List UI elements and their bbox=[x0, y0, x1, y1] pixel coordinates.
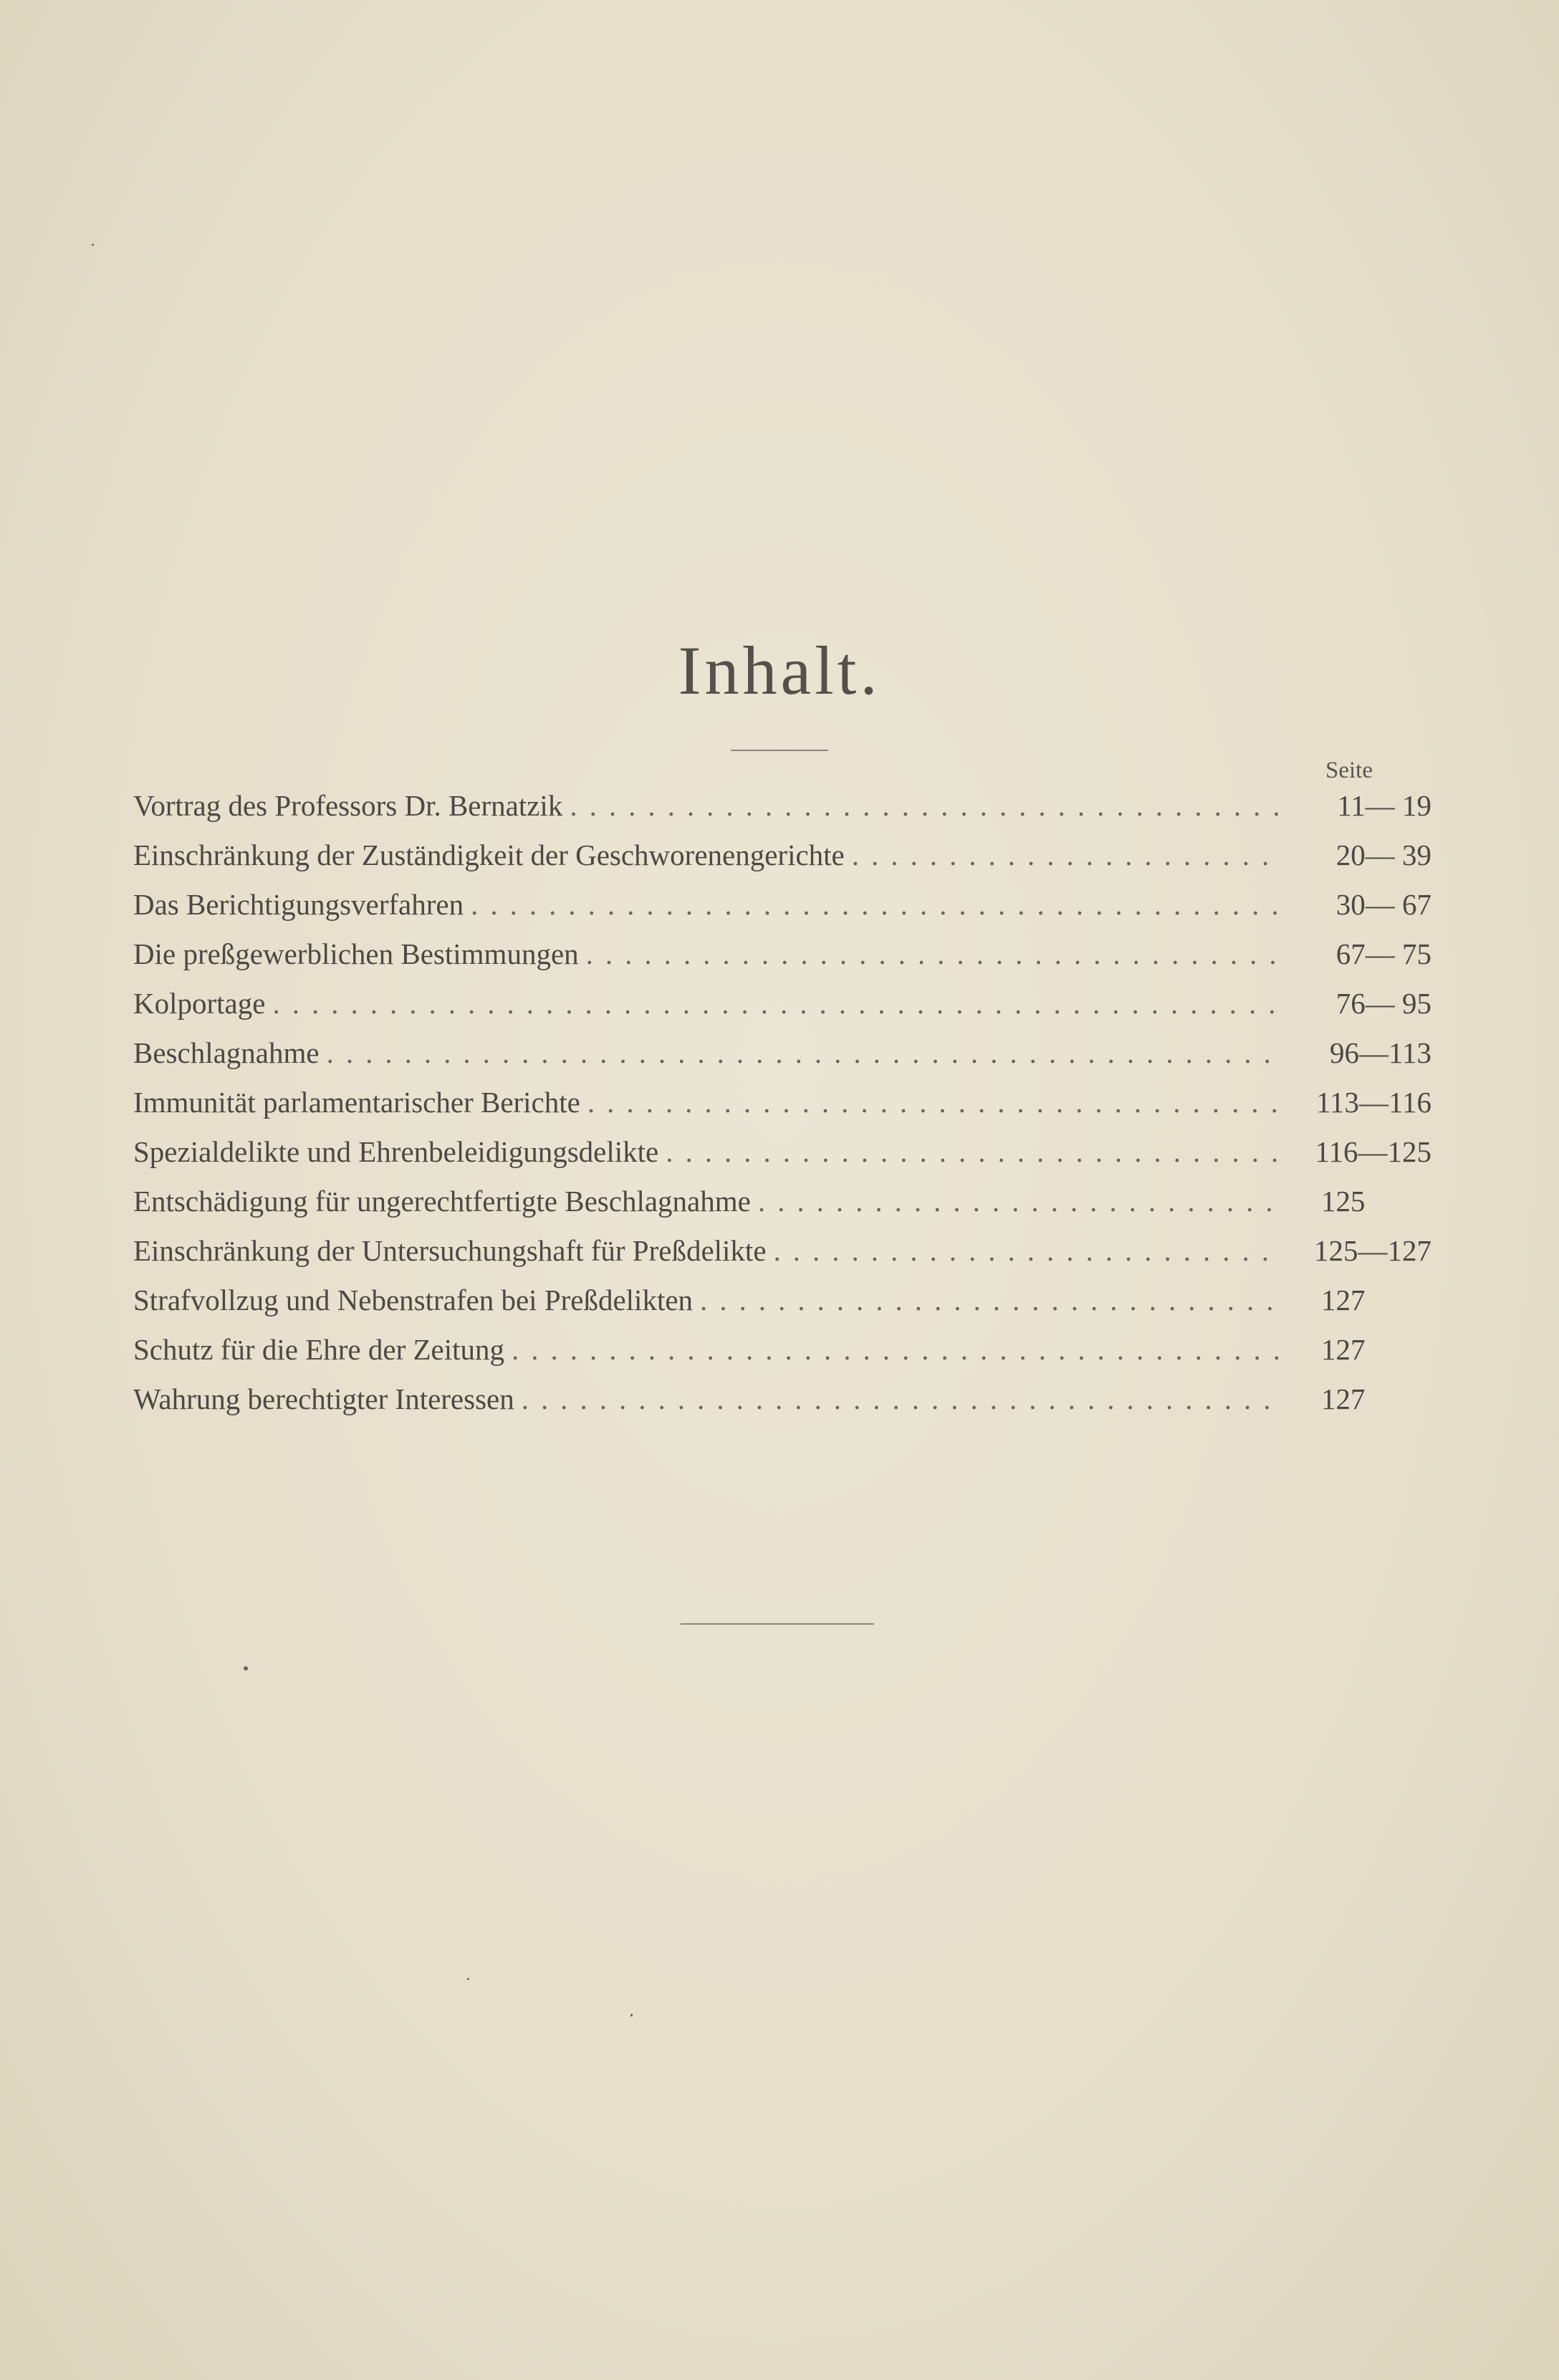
toc-entry-pages: 113—116 bbox=[1316, 1086, 1431, 1119]
toc-entry-label: Einschränkung der Untersuchungshaft für Preßdelikte bbox=[133, 1234, 767, 1267]
toc-entry-pages: 116—125 bbox=[1315, 1135, 1431, 1168]
toc-entry-label: Vortrag des Professors Dr. Bernatzik bbox=[133, 789, 563, 822]
toc-entry-pages: 127 bbox=[1321, 1382, 1366, 1415]
column-header-seite: Seite bbox=[1325, 758, 1373, 783]
toc-entry bbox=[133, 1085, 1431, 1134]
toc-entry-label: Das Berichtigungsverfahren bbox=[133, 888, 464, 921]
table-of-contents bbox=[133, 788, 1431, 1431]
toc-entry-label: Schutz für die Ehre der Zeitung bbox=[133, 1333, 505, 1366]
toc-entry-pages: 30— 67 bbox=[1335, 888, 1431, 921]
toc-entry-label: Wahrung berechtigter Interessen bbox=[133, 1382, 514, 1415]
leader-dots bbox=[272, 986, 1281, 1021]
toc-entry-pages: 76— 95 bbox=[1335, 987, 1431, 1020]
toc-entry-label: Spezialdelikte und Ehrenbeleidigungsdelikte bbox=[133, 1135, 659, 1168]
toc-entry-label: Beschlagnahme bbox=[133, 1036, 320, 1069]
toc-entry bbox=[133, 1382, 1431, 1431]
toc-entry-label: Immunität parlamentarischer Berichte bbox=[133, 1086, 580, 1119]
leader-dots bbox=[570, 788, 1281, 823]
toc-entry bbox=[133, 1184, 1431, 1233]
leader-dots bbox=[666, 1134, 1281, 1169]
paper-speck bbox=[92, 244, 94, 246]
toc-entry-label: Entschädigung für ungerechtfertigte Beschlagnahme bbox=[133, 1185, 751, 1218]
toc-entry bbox=[133, 986, 1431, 1036]
toc-entry-pages: 11— 19 bbox=[1337, 789, 1431, 822]
leader-dots bbox=[586, 937, 1281, 971]
toc-entry-label: Die preßgewerblichen Bestimmungen bbox=[133, 937, 579, 970]
toc-entry bbox=[133, 1233, 1431, 1283]
leader-dots bbox=[327, 1036, 1281, 1070]
toc-entry-label: Strafvollzug und Nebenstrafen bei Preßdelikten bbox=[133, 1284, 694, 1316]
toc-entry bbox=[133, 1036, 1431, 1085]
leader-dots bbox=[774, 1233, 1281, 1268]
toc-entry-pages: 20— 39 bbox=[1335, 838, 1431, 871]
toc-entry-pages: 125—127 bbox=[1314, 1234, 1431, 1267]
toc-entry bbox=[133, 788, 1431, 838]
toc-entry bbox=[133, 838, 1431, 887]
toc-entry-pages: 127 bbox=[1321, 1333, 1366, 1366]
leader-dots bbox=[522, 1382, 1281, 1416]
toc-entry-label: Einschränkung der Zuständigkeit der Geschworenengerichte bbox=[133, 838, 845, 871]
toc-entry-pages: 127 bbox=[1321, 1284, 1366, 1316]
leader-dots bbox=[758, 1184, 1281, 1218]
leader-dots bbox=[512, 1332, 1281, 1367]
paper-speck bbox=[244, 1666, 248, 1671]
toc-entry bbox=[133, 1332, 1431, 1382]
toc-entry bbox=[133, 1134, 1431, 1184]
leader-dots bbox=[852, 838, 1281, 872]
toc-entry bbox=[133, 887, 1431, 937]
title-divider bbox=[731, 750, 828, 751]
leader-dots bbox=[700, 1283, 1281, 1317]
paper-speck bbox=[467, 1978, 469, 1980]
toc-entry bbox=[133, 1283, 1431, 1332]
toc-entry-pages: 96—113 bbox=[1330, 1036, 1431, 1069]
toc-entry-label: Kolportage bbox=[133, 987, 266, 1020]
toc-entry-pages: 125 bbox=[1321, 1185, 1366, 1218]
toc-entry-pages: 67— 75 bbox=[1335, 937, 1431, 970]
toc-entry bbox=[133, 937, 1431, 986]
closing-divider bbox=[681, 1623, 874, 1625]
page-title: Inhalt. bbox=[678, 632, 881, 709]
paper-speck bbox=[630, 2014, 633, 2017]
leader-dots bbox=[471, 887, 1281, 922]
leader-dots bbox=[587, 1085, 1281, 1119]
